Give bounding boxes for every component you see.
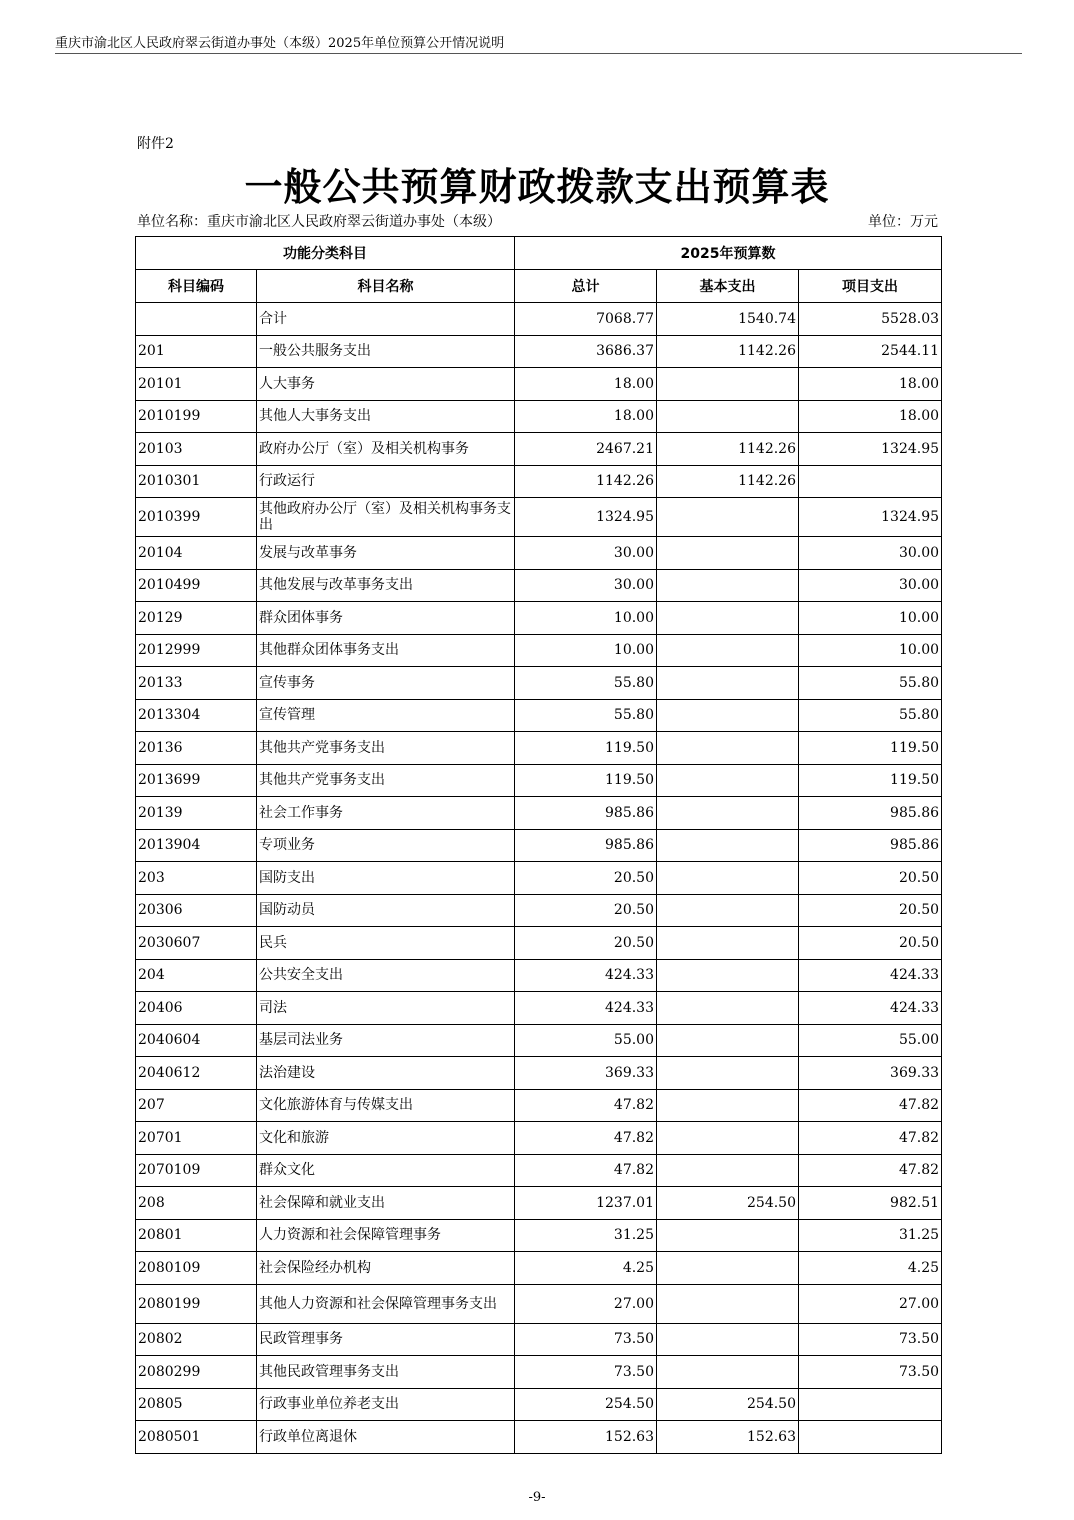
page-number: -9- [528,1490,546,1505]
table-row [136,862,942,895]
cell-basic [657,368,799,401]
cell-project: 20.50 [799,894,942,927]
cell-total: 10.00 [515,602,657,635]
cell-total: 30.00 [515,569,657,602]
table-row [136,764,942,797]
cell-total: 424.33 [515,992,657,1025]
table-row [136,667,942,700]
table-row [136,797,942,830]
cell-code: 2010199 [136,400,257,433]
table-row [136,433,942,466]
column-header-basic: 基本支出 [657,270,799,303]
cell-name: 专项业务 [257,829,515,862]
cell-name: 其他政府办公厅（室）及相关机构事务支出 [257,498,515,537]
cell-project: 369.33 [799,1057,942,1090]
cell-basic [657,1356,799,1389]
cell-total: 55.00 [515,1024,657,1057]
cell-basic: 1540.74 [657,303,799,336]
cell-name: 一般公共服务支出 [257,335,515,368]
attachment-label: 附件2 [137,136,174,152]
table-row [136,1187,942,1220]
table-row [136,699,942,732]
cell-total: 73.50 [515,1356,657,1389]
cell-code: 20103 [136,433,257,466]
cell-code: 2013699 [136,764,257,797]
unit-name: 单位名称：重庆市渝北区人民政府翠云街道办事处（本级） [137,214,501,230]
column-header-code: 科目编码 [136,270,257,303]
table-row [136,1284,942,1323]
cell-basic [657,764,799,797]
cell-name: 国防支出 [257,862,515,895]
cell-basic [657,862,799,895]
table-row [136,1024,942,1057]
budget-table [135,236,942,1454]
cell-project: 30.00 [799,537,942,570]
table-row [136,303,942,336]
cell-total: 20.50 [515,894,657,927]
cell-name: 民政管理事务 [257,1323,515,1356]
table-row [136,1057,942,1090]
cell-project: 55.80 [799,667,942,700]
cell-basic [657,927,799,960]
cell-total: 27.00 [515,1284,657,1323]
group-header-budget: 2025年预算数 [515,237,942,270]
cell-project [799,465,942,498]
table-row [136,992,942,1025]
table-row [136,829,942,862]
table-body [136,303,942,1454]
cell-basic [657,732,799,765]
cell-name: 发展与改革事务 [257,537,515,570]
cell-project [799,1421,942,1454]
cell-total: 3686.37 [515,335,657,368]
cell-code: 20129 [136,602,257,635]
cell-basic [657,1089,799,1122]
cell-total: 20.50 [515,862,657,895]
cell-total: 47.82 [515,1154,657,1187]
cell-project: 4.25 [799,1252,942,1285]
cell-code: 20101 [136,368,257,401]
cell-project: 73.50 [799,1356,942,1389]
cell-basic [657,699,799,732]
table-row [136,959,942,992]
cell-name: 其他民政管理事务支出 [257,1356,515,1389]
cell-total: 10.00 [515,634,657,667]
cell-project: 73.50 [799,1323,942,1356]
cell-code: 2010301 [136,465,257,498]
cell-basic [657,1284,799,1323]
cell-code: 20104 [136,537,257,570]
cell-name: 群众团体事务 [257,602,515,635]
cell-project: 47.82 [799,1122,942,1155]
cell-basic [657,1024,799,1057]
cell-project: 10.00 [799,634,942,667]
cell-project: 5528.03 [799,303,942,336]
cell-code: 201 [136,335,257,368]
cell-code: 207 [136,1089,257,1122]
document-header: 重庆市渝北区人民政府翠云街道办事处（本级）2025年单位预算公开情况说明 [55,36,505,51]
cell-basic [657,894,799,927]
cell-total: 369.33 [515,1057,657,1090]
cell-total: 985.86 [515,797,657,830]
cell-project: 27.00 [799,1284,942,1323]
cell-basic [657,602,799,635]
cell-project: 424.33 [799,992,942,1025]
cell-code: 20701 [136,1122,257,1155]
cell-project: 18.00 [799,368,942,401]
cell-total: 18.00 [515,400,657,433]
cell-name: 行政事业单位养老支出 [257,1388,515,1421]
cell-code: 2040612 [136,1057,257,1090]
cell-name: 群众文化 [257,1154,515,1187]
table-row [136,537,942,570]
cell-total: 1237.01 [515,1187,657,1220]
header-divider [55,53,1022,54]
cell-code: 20802 [136,1323,257,1356]
cell-name: 其他共产党事务支出 [257,732,515,765]
cell-code: 20139 [136,797,257,830]
cell-total: 31.25 [515,1219,657,1252]
cell-total: 119.50 [515,764,657,797]
table-row [136,335,942,368]
cell-total: 4.25 [515,1252,657,1285]
cell-code: 20306 [136,894,257,927]
cell-basic [657,1252,799,1285]
cell-project: 424.33 [799,959,942,992]
cell-project [799,1388,942,1421]
table-row [136,368,942,401]
cell-basic [657,1323,799,1356]
cell-name: 行政运行 [257,465,515,498]
cell-name: 行政单位离退休 [257,1421,515,1454]
cell-total: 47.82 [515,1122,657,1155]
column-header-project: 项目支出 [799,270,942,303]
cell-basic [657,634,799,667]
page-title: 一般公共预算财政拨款支出预算表 [244,165,830,209]
cell-total: 254.50 [515,1388,657,1421]
table-row [136,1323,942,1356]
cell-name: 宣传事务 [257,667,515,700]
table-row [136,465,942,498]
cell-project: 2544.11 [799,335,942,368]
table-row [136,732,942,765]
cell-code: 203 [136,862,257,895]
cell-project: 30.00 [799,569,942,602]
cell-code: 20133 [136,667,257,700]
cell-name: 其他人力资源和社会保障管理事务支出 [257,1284,515,1323]
cell-name: 其他人大事务支出 [257,400,515,433]
cell-project: 55.80 [799,699,942,732]
cell-basic: 254.50 [657,1187,799,1220]
cell-total: 30.00 [515,537,657,570]
cell-project: 1324.95 [799,498,942,537]
cell-basic [657,959,799,992]
cell-name: 其他共产党事务支出 [257,764,515,797]
cell-project: 119.50 [799,732,942,765]
table-row [136,602,942,635]
table-row [136,569,942,602]
cell-total: 1142.26 [515,465,657,498]
cell-basic [657,1057,799,1090]
table-row [136,1122,942,1155]
cell-name: 人大事务 [257,368,515,401]
cell-project: 31.25 [799,1219,942,1252]
cell-name: 宣传管理 [257,699,515,732]
table-row [136,927,942,960]
cell-code: 208 [136,1187,257,1220]
cell-name: 社会工作事务 [257,797,515,830]
cell-total: 985.86 [515,829,657,862]
cell-project: 985.86 [799,829,942,862]
column-header-total: 总计 [515,270,657,303]
cell-name: 文化旅游体育与传媒支出 [257,1089,515,1122]
table-row [136,498,942,537]
cell-project: 55.00 [799,1024,942,1057]
cell-name: 政府办公厅（室）及相关机构事务 [257,433,515,466]
cell-project: 20.50 [799,862,942,895]
cell-total: 1324.95 [515,498,657,537]
cell-name: 公共安全支出 [257,959,515,992]
cell-project: 982.51 [799,1187,942,1220]
table-row [136,1421,942,1454]
cell-name: 文化和旅游 [257,1122,515,1155]
cell-code: 2013304 [136,699,257,732]
cell-total: 73.50 [515,1323,657,1356]
cell-basic: 1142.26 [657,335,799,368]
cell-name: 人力资源和社会保障管理事务 [257,1219,515,1252]
cell-basic [657,1219,799,1252]
table-row [136,1154,942,1187]
cell-basic [657,797,799,830]
cell-code: 2080109 [136,1252,257,1285]
cell-basic: 1142.26 [657,465,799,498]
cell-basic [657,569,799,602]
cell-project: 119.50 [799,764,942,797]
cell-name: 社会保险经办机构 [257,1252,515,1285]
table-row [136,634,942,667]
cell-total: 7068.77 [515,303,657,336]
cell-code: 2010399 [136,498,257,537]
cell-total: 152.63 [515,1421,657,1454]
cell-project: 47.82 [799,1089,942,1122]
cell-code: 20805 [136,1388,257,1421]
cell-total: 55.80 [515,699,657,732]
cell-name: 合计 [257,303,515,336]
cell-code: 2080299 [136,1356,257,1389]
cell-code: 2030607 [136,927,257,960]
cell-total: 18.00 [515,368,657,401]
cell-name: 基层司法业务 [257,1024,515,1057]
cell-code: 20136 [136,732,257,765]
table-row [136,1252,942,1285]
table-row [136,400,942,433]
column-header-name: 科目名称 [257,270,515,303]
cell-basic [657,1154,799,1187]
cell-name: 其他群众团体事务支出 [257,634,515,667]
cell-code: 2080501 [136,1421,257,1454]
cell-basic [657,992,799,1025]
cell-project: 1324.95 [799,433,942,466]
cell-code: 2013904 [136,829,257,862]
table-row [136,1219,942,1252]
cell-code: 2080199 [136,1284,257,1323]
cell-code: 2040604 [136,1024,257,1057]
cell-project: 20.50 [799,927,942,960]
cell-code: 204 [136,959,257,992]
cell-total: 424.33 [515,959,657,992]
cell-code [136,303,257,336]
cell-name: 国防动员 [257,894,515,927]
table-row [136,894,942,927]
cell-name: 法治建设 [257,1057,515,1090]
cell-code: 20406 [136,992,257,1025]
cell-code: 2012999 [136,634,257,667]
unit-of-measure: 单位：万元 [868,214,938,230]
table-row [136,1356,942,1389]
cell-basic [657,498,799,537]
cell-code: 2010499 [136,569,257,602]
cell-code: 20801 [136,1219,257,1252]
cell-project: 10.00 [799,602,942,635]
cell-total: 20.50 [515,927,657,960]
cell-project: 985.86 [799,797,942,830]
cell-basic: 254.50 [657,1388,799,1421]
cell-total: 2467.21 [515,433,657,466]
cell-name: 民兵 [257,927,515,960]
cell-basic [657,829,799,862]
cell-basic [657,400,799,433]
cell-project: 18.00 [799,400,942,433]
cell-basic [657,667,799,700]
cell-project: 47.82 [799,1154,942,1187]
cell-basic: 152.63 [657,1421,799,1454]
cell-code: 2070109 [136,1154,257,1187]
cell-total: 47.82 [515,1089,657,1122]
cell-name: 其他发展与改革事务支出 [257,569,515,602]
cell-total: 55.80 [515,667,657,700]
table-row [136,1089,942,1122]
cell-name: 社会保障和就业支出 [257,1187,515,1220]
cell-basic [657,537,799,570]
cell-name: 司法 [257,992,515,1025]
cell-total: 119.50 [515,732,657,765]
table-row [136,1388,942,1421]
group-header-function: 功能分类科目 [136,237,515,270]
cell-basic [657,1122,799,1155]
cell-basic: 1142.26 [657,433,799,466]
